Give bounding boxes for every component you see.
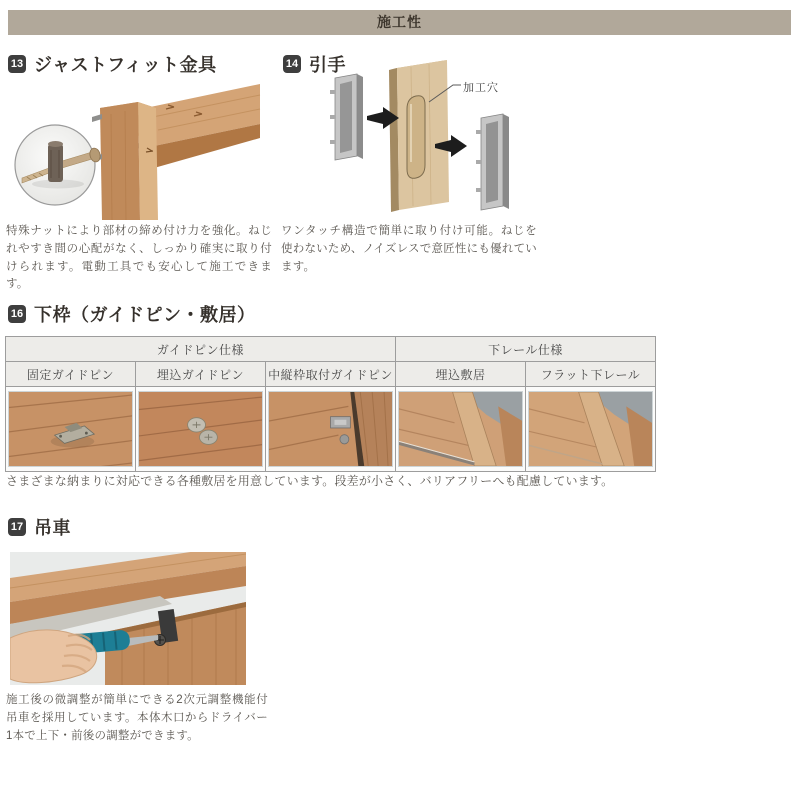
group-header-lowerrail: 下レール仕様 <box>396 337 656 362</box>
section-title: 下枠（ガイドピン・敷居） <box>34 305 256 325</box>
section-number-badge: 17 <box>8 518 26 536</box>
tsurisha-description: 施工後の微調整が簡単にできる2次元調整機能付吊車を採用しています。本体木口からドライバー1本で上下・前後の調整ができます。 <box>6 694 268 742</box>
table-column-header-row <box>6 362 656 387</box>
column-header: フラット下レール <box>526 362 656 387</box>
justfit-description: 特殊ナットにより部材の締め付け力を強化。ねじれやすき間の心配がなく、しっかり確実に取り付けられます。電動工具でも安心して施工できます。 <box>6 225 272 291</box>
section-title: ジャストフィット金具 <box>34 55 217 75</box>
section-tsurisha-title <box>8 516 71 538</box>
section-title: 吊車 <box>34 518 71 538</box>
photo-embedded-sill <box>398 391 523 467</box>
photo-center-stile-guide-pin <box>268 391 393 467</box>
page-section-header: 施工性 <box>8 10 791 35</box>
section-number-badge: 16 <box>8 305 26 323</box>
group-header-guidepin: ガイドピン仕様 <box>6 337 396 362</box>
tsurisha-photo <box>10 552 246 685</box>
table-photo-row <box>6 387 656 472</box>
photo-flat-lower-rail <box>528 391 653 467</box>
section-justfit-title <box>8 53 217 75</box>
column-header: 埋込ガイドピン <box>136 362 266 387</box>
shimowaku-caption: さまざまな納まりに対応できる各種敷居を用意しています。段差が小さく、バリアフリーへも配慮しています。 <box>6 474 614 488</box>
column-header: 固定ガイドピン <box>6 362 136 387</box>
section-shimowaku-title <box>8 303 255 325</box>
justfit-illustration <box>8 80 265 220</box>
table-group-header-row <box>6 337 656 362</box>
shimowaku-spec-table <box>5 336 656 472</box>
hikite-illustration <box>283 60 530 216</box>
machined-hole-callout: 加工穴 <box>463 82 499 94</box>
hikite-description: ワンタッチ構造で簡単に取り付け可能。ねじを使わないため、ノイズレスで意匠性にも優れています。 <box>281 225 537 273</box>
section-number-badge: 13 <box>8 55 26 73</box>
section-number-badge: 14 <box>283 55 301 73</box>
section-title: 引手 <box>309 55 346 75</box>
column-header: 埋込敷居 <box>396 362 526 387</box>
hanger-roller-adjust-photo <box>10 552 246 685</box>
photo-fixed-guide-pin <box>8 391 133 467</box>
column-header: 中縦枠取付ガイドピン <box>266 362 396 387</box>
photo-embedded-guide-pin <box>138 391 263 467</box>
justfit-hardware-drawing <box>8 80 265 220</box>
